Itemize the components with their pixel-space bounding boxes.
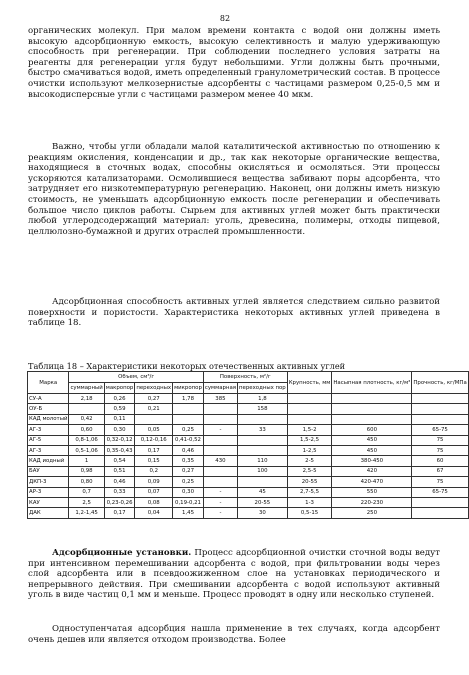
table-cell <box>203 435 237 445</box>
table-cell: 600 <box>332 425 412 435</box>
table-row <box>28 404 469 414</box>
table-cell: 2,18 <box>69 394 104 404</box>
table-cell: 0,07 <box>135 487 173 497</box>
table-cell: 1,45 <box>173 508 204 518</box>
page-number: 82 <box>219 14 231 23</box>
table-cell: 0,15 <box>135 456 173 466</box>
table-cell: 0,33 <box>104 487 135 497</box>
table-cell <box>412 508 468 518</box>
table-cell: КАУ <box>28 497 69 507</box>
table-cell: 0,27 <box>135 394 173 404</box>
table-cell: 0,2 <box>135 466 173 476</box>
table-cell: 0,30 <box>104 425 135 435</box>
table-cell <box>238 414 288 424</box>
table-cell: КАД иодный <box>28 456 69 466</box>
table-cell: 20-55 <box>287 477 332 487</box>
table-cell: 1,2-1,45 <box>69 508 104 518</box>
table-cell <box>203 445 237 455</box>
table-cell: 33 <box>238 425 288 435</box>
table-cell: 45 <box>238 487 288 497</box>
table-cell: 450 <box>332 435 412 445</box>
table-row <box>28 456 469 466</box>
col-header-brand: Марка <box>28 372 69 394</box>
table-cell: 0,46 <box>173 445 204 455</box>
table-cell: КАД молотый <box>28 414 69 424</box>
table-cell: 385 <box>203 394 237 404</box>
table-row <box>28 435 469 445</box>
table-cell <box>238 477 288 487</box>
table-cell: 2,5 <box>69 497 104 507</box>
table-cell: 0,35-0,43 <box>104 445 135 455</box>
table-row <box>28 425 469 435</box>
table-row <box>28 477 469 487</box>
table-cell: 2,5-5 <box>287 466 332 476</box>
table-cell: 0,11 <box>104 414 135 424</box>
table-cell: 0,12-0,16 <box>135 435 173 445</box>
table-body <box>28 394 469 519</box>
table-cell: 0,32-0,12 <box>104 435 135 445</box>
table-cell <box>287 394 332 404</box>
table-cell: 0,59 <box>104 404 135 414</box>
table-cell: - <box>203 497 237 507</box>
characteristics-table <box>27 371 469 519</box>
table-cell <box>287 414 332 424</box>
table-cell: ДКП-3 <box>28 477 69 487</box>
paragraph-4-text: Процесс адсорбционной очистки сточной воды ведут при интенсивном перемешивании адсорбента с водой, при фильтровании воды через слой адсорбента или в псевдоожиженном слое на установках периодического и непрерывного действия. При смешивании адсорбента с водой используют активный уголь в виде частиц 0,1 мм и меньше. Процесс проводят в одну или несколько ступеней. <box>28 548 440 601</box>
table-row <box>28 414 469 424</box>
table-cell: БАУ <box>28 466 69 476</box>
table-cell: 20-55 <box>238 497 288 507</box>
table-cell: АР-3 <box>28 487 69 497</box>
table-cell: АГ-5 <box>28 435 69 445</box>
table-cell: 0,04 <box>135 508 173 518</box>
table-cell: 0,05 <box>135 425 173 435</box>
table-cell: 60 <box>412 456 468 466</box>
table-cell: 0,8-1,06 <box>69 435 104 445</box>
table-cell <box>203 414 237 424</box>
table-row <box>28 487 469 497</box>
table-cell <box>173 404 204 414</box>
col-header-total-surface: суммарная <box>203 383 237 394</box>
table-caption: Таблица 18 – Характеристики некоторых отечественных активных углей <box>28 361 346 371</box>
paragraph-3: Адсорбционная способность активных углей является следствием сильно развитой поверхности и пористости. Характеристика некоторых активных углей приведена в таблице 18. <box>28 297 440 329</box>
table-cell <box>135 414 173 424</box>
table-cell <box>332 414 412 424</box>
table-cell: 0,54 <box>104 456 135 466</box>
table-cell: СУ-А <box>28 394 69 404</box>
table-cell: - <box>203 425 237 435</box>
table-cell: 0,80 <box>69 477 104 487</box>
table-row <box>28 394 469 404</box>
table-cell: 1-2,5 <box>287 445 332 455</box>
section-heading: Адсорбционные установки. <box>52 548 192 558</box>
table-cell: 1,78 <box>173 394 204 404</box>
table-cell: 67 <box>412 466 468 476</box>
table-cell: 0,7 <box>69 487 104 497</box>
table-cell: 30 <box>238 508 288 518</box>
col-header-total-volume: суммарный <box>69 383 104 394</box>
col-header-macropores: макропор <box>104 383 135 394</box>
table-cell: 450 <box>332 445 412 455</box>
table-row <box>28 466 469 476</box>
table-cell: 0,08 <box>135 497 173 507</box>
table-cell: 1,5-2 <box>287 425 332 435</box>
table-cell: 430 <box>203 456 237 466</box>
table-cell: 65-75 <box>412 487 468 497</box>
table-cell: - <box>203 508 237 518</box>
table-cell: 1,5-2,5 <box>287 435 332 445</box>
table-cell: 100 <box>238 466 288 476</box>
table-cell <box>412 404 468 414</box>
paragraph-4 <box>28 548 440 601</box>
table-cell <box>203 477 237 487</box>
table-cell: 65-75 <box>412 425 468 435</box>
table-cell: 420-470 <box>332 477 412 487</box>
table-header-row-1 <box>28 372 469 383</box>
table-cell: 1 <box>69 456 104 466</box>
table-cell <box>203 404 237 414</box>
table-cell: 0,35 <box>173 456 204 466</box>
table-cell: 0,5-1,06 <box>69 445 104 455</box>
col-header-density: Насыпная плотность, кг/м³ <box>332 372 412 394</box>
table-cell: ДАК <box>28 508 69 518</box>
table-cell <box>238 445 288 455</box>
table-row <box>28 508 469 518</box>
paragraph-2: Важно, чтобы угли обладали малой каталитической активностью по отношению к реакциям окисления, конденсации и др., так как некоторые органические вещества, находящиеся в сточных водах, способны окисляться и осмоляться. Эти процессы ускоряются катализаторами. Осмолившиеся вещества забивают поры адсорбента, что затрудняет его низкотемпературную регенерацию. Наконец, они должны иметь низкую стоимость, не уменьшать адсорбционную емкость после регенерации и обеспечивать большое число циклов работы. Сырьем для активных углей может быть практически любой углеродсодержащий материал: уголь, древесина, полимеры, отходы пищевой, целлюлозно-бумажной и других отраслей промышленности. <box>28 142 440 237</box>
col-header-strength: Прочность, кг/МПа <box>412 372 468 394</box>
table-cell: 1,8 <box>238 394 288 404</box>
table-cell: 0,5-15 <box>287 508 332 518</box>
col-header-transitional: переходных <box>135 383 173 394</box>
table-cell: 250 <box>332 508 412 518</box>
table-cell: 220-230 <box>332 497 412 507</box>
col-header-micropores: микропор <box>173 383 204 394</box>
col-header-surface: Поверхность, м²/г <box>203 372 287 383</box>
table-cell: 0,41-0,52 <box>173 435 204 445</box>
table-cell: 1-3 <box>287 497 332 507</box>
table-cell: 0,17 <box>104 508 135 518</box>
table-cell <box>173 414 204 424</box>
table-cell <box>238 435 288 445</box>
table-cell: 75 <box>412 477 468 487</box>
table-cell: АГ-3 <box>28 425 69 435</box>
col-header-transitional-pores: переходных пор <box>238 383 288 394</box>
table-cell: 0,17 <box>135 445 173 455</box>
table-cell: 2-5 <box>287 456 332 466</box>
table-cell <box>287 404 332 414</box>
table-cell <box>412 497 468 507</box>
table-cell: 2,7-5,5 <box>287 487 332 497</box>
table-cell: 380-450 <box>332 456 412 466</box>
col-header-volume: Объем, см³/г <box>69 372 203 383</box>
table-cell: 0,26 <box>104 394 135 404</box>
table-row <box>28 445 469 455</box>
table-cell: 0,23-0,26 <box>104 497 135 507</box>
table-cell: 0,25 <box>173 477 204 487</box>
table-cell <box>412 394 468 404</box>
table-cell: 158 <box>238 404 288 414</box>
table-cell: 550 <box>332 487 412 497</box>
paragraph-5: Одноступенчатая адсорбция нашла применение в тех случаях, когда адсорбент очень дешев или является отходом производства. Более <box>28 624 440 645</box>
table-cell: 75 <box>412 445 468 455</box>
table-cell <box>69 404 104 414</box>
table-cell: 0,21 <box>135 404 173 414</box>
table-cell: 0,46 <box>104 477 135 487</box>
table-cell: 0,98 <box>69 466 104 476</box>
table-cell: - <box>203 487 237 497</box>
table-row <box>28 497 469 507</box>
table-cell: АГ-3 <box>28 445 69 455</box>
table-cell: 0,51 <box>104 466 135 476</box>
paragraph-1: органических молекул. При малом времени контакта с водой они должны иметь высокую адсорбционную емкость, высокую селективность и малую удерживающую способность при регенерации. При соблюдении последнего условия затраты на реагенты для регенерации угля будут небольшими. Угли должны быть прочными, быстро смачиваться водой, иметь определенный гранулометрический состав. В процессе очистки используют мелкозернистые адсорбенты с частицами размером 0,25-0,5 мм и высокодисперсные угли с частицами размером менее 40 мкм. <box>28 26 440 100</box>
table-cell: 0,19-0,21 <box>173 497 204 507</box>
table-cell: 0,42 <box>69 414 104 424</box>
table-cell: 110 <box>238 456 288 466</box>
table-cell <box>332 404 412 414</box>
table-cell <box>412 414 468 424</box>
table-cell: 420 <box>332 466 412 476</box>
table-cell: 75 <box>412 435 468 445</box>
table-cell <box>203 466 237 476</box>
table-cell: ОУ-Б <box>28 404 69 414</box>
table-cell: 0,27 <box>173 466 204 476</box>
table-cell: 0,60 <box>69 425 104 435</box>
table-cell <box>332 394 412 404</box>
table-cell: 0,09 <box>135 477 173 487</box>
table-cell: 0,25 <box>173 425 204 435</box>
table-cell: 0,30 <box>173 487 204 497</box>
col-header-size: Крупность, мм <box>287 372 332 394</box>
